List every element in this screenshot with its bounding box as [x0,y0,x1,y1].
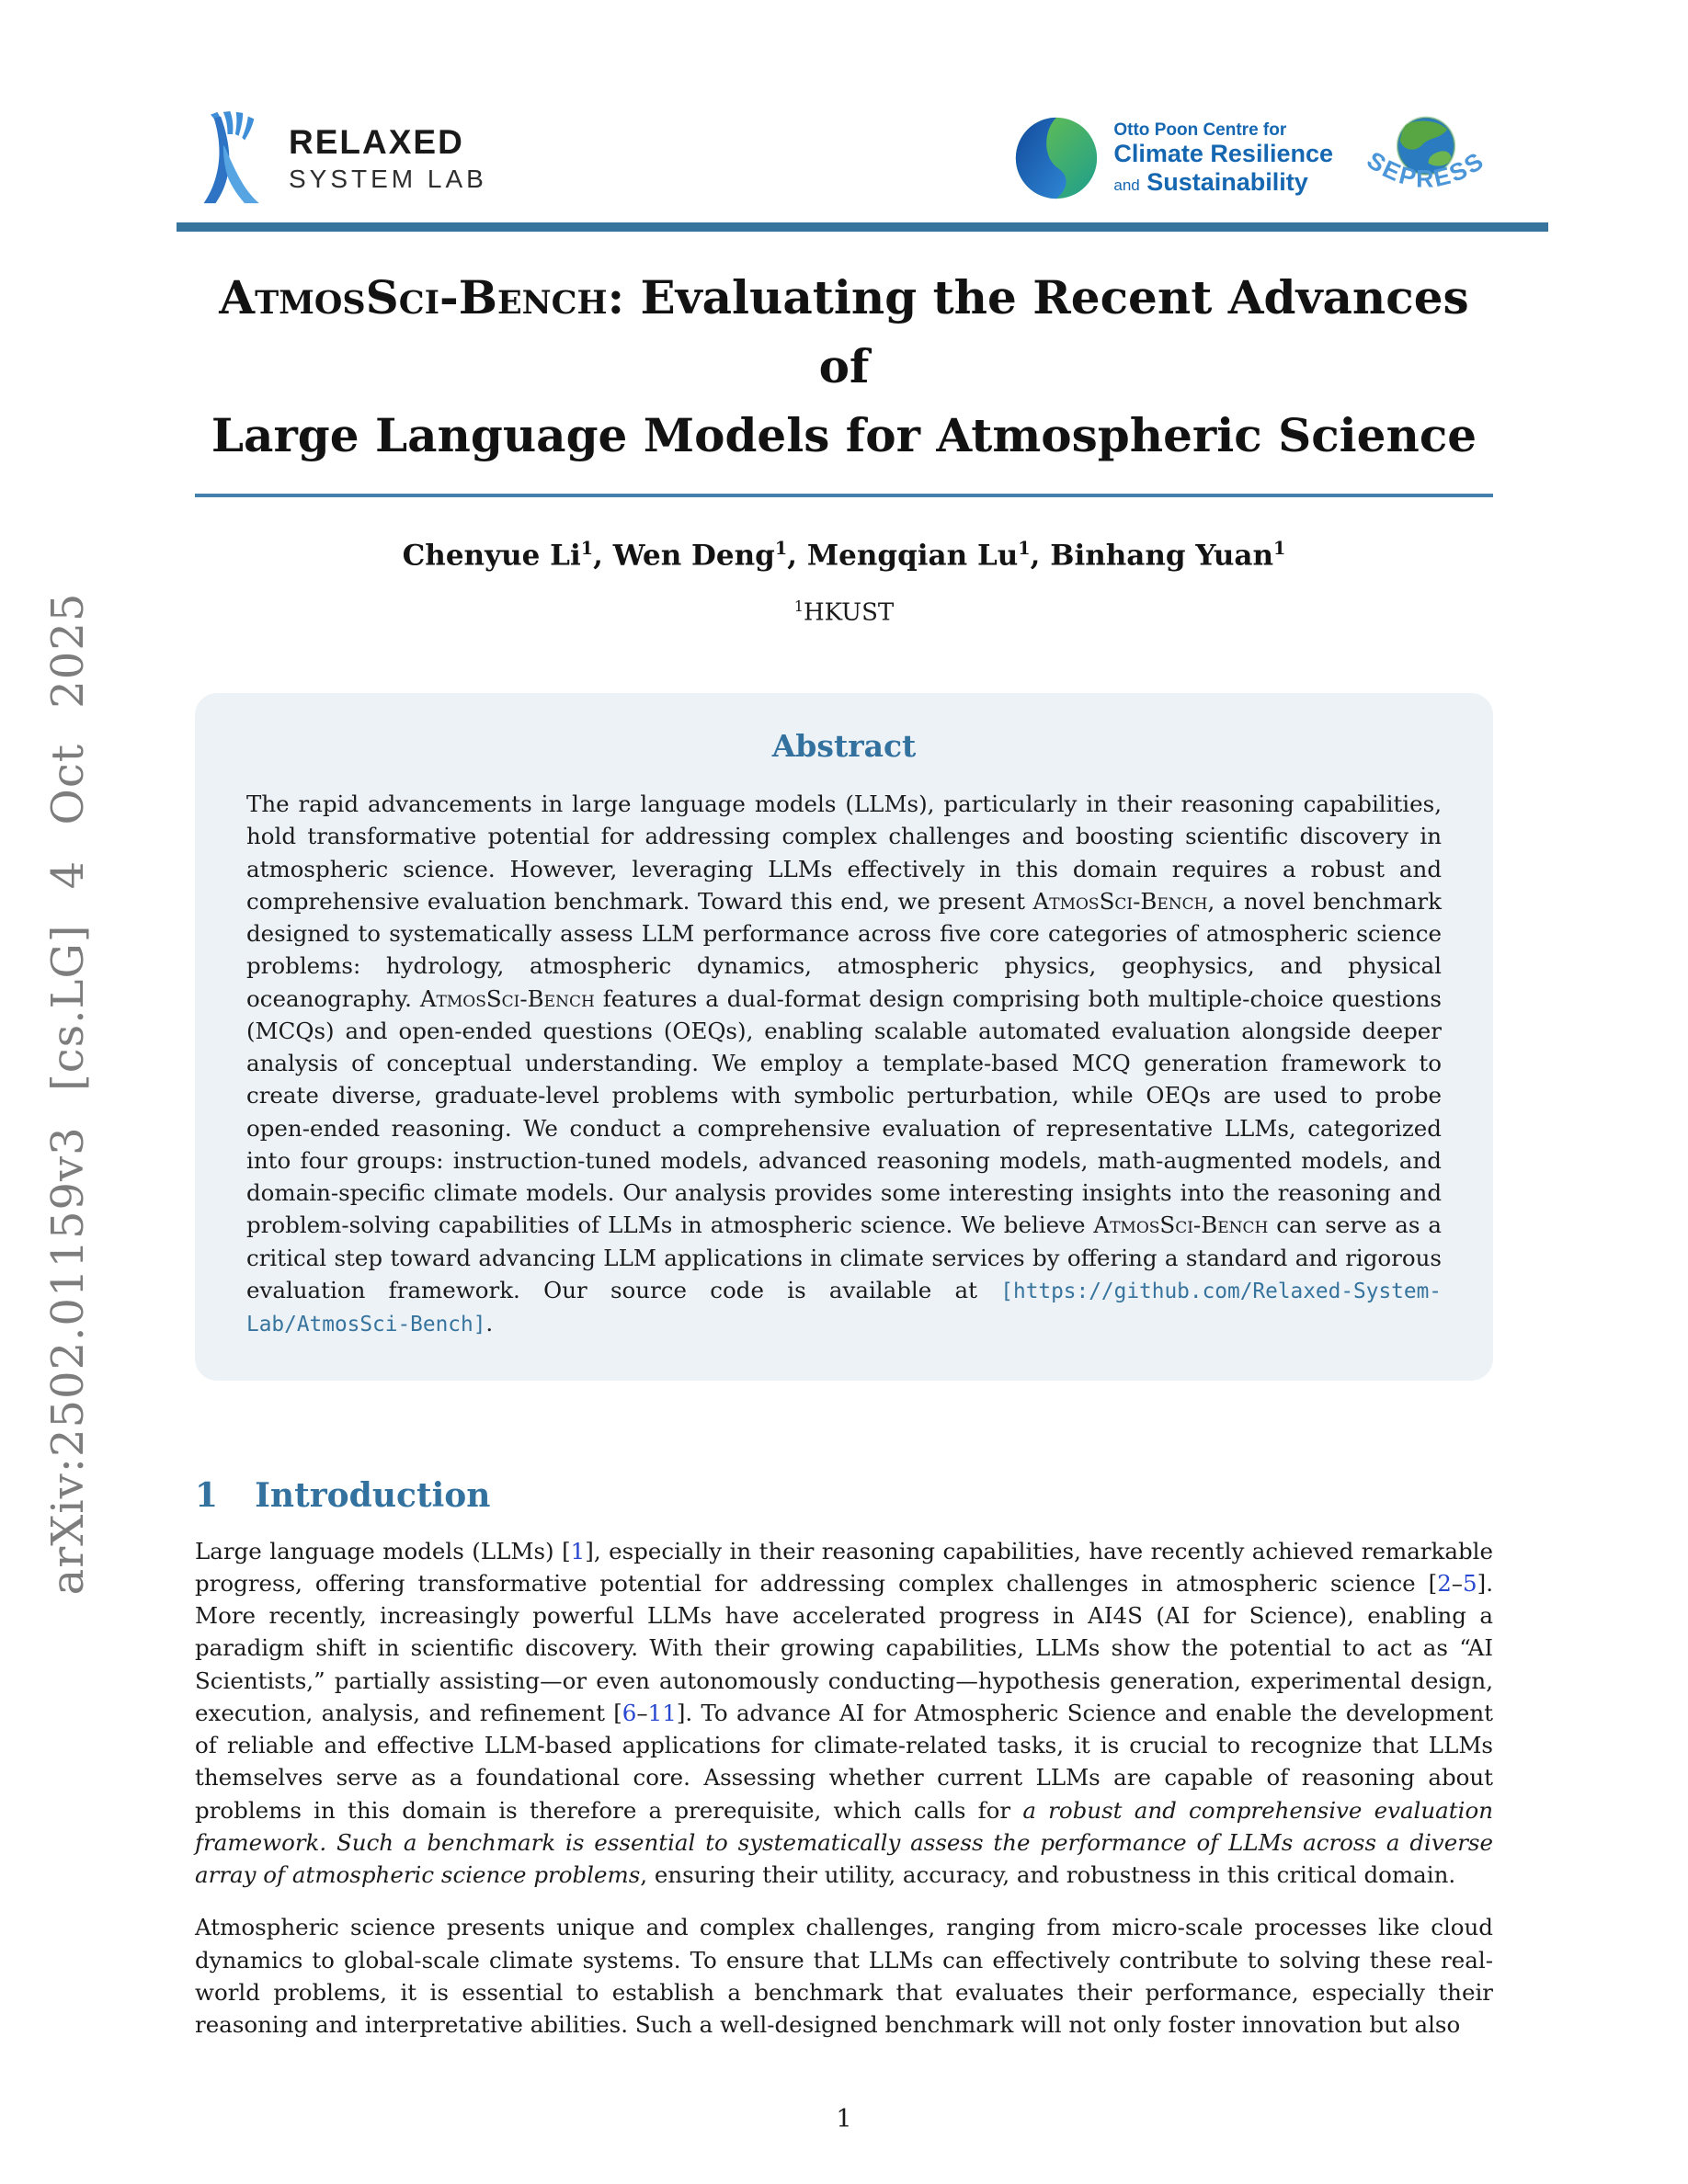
relaxed-lab-wordmark [289,123,487,194]
paper-title-line1: AtmosSci-Bench: Evaluating the Recent Advances of [219,270,1469,393]
otto-poon-and: and [1113,176,1140,194]
relaxed-lab-icon [195,111,272,205]
arxiv-watermark: arXiv:2502.01159v3 [cs.LG] 4 Oct 2025 [42,592,94,1596]
paper-title [195,263,1493,470]
header-divider [177,222,1548,232]
citation-link[interactable]: 2 [1437,1569,1452,1597]
otto-poon-line3 [1113,168,1333,196]
citation-link[interactable]: 6 [622,1699,637,1726]
citation-link[interactable]: 11 [647,1699,677,1726]
right-logos [1014,111,1493,206]
header-logos [195,107,1493,210]
otto-poon-sustainability: Sustainability [1146,167,1308,196]
github-link[interactable]: [https://github.com/Relaxed-System-Lab/AtmosSci-Bench] [246,1279,1442,1337]
authors-line: Chenyue Li$^1$, Wen Deng$^1$, Mengqian Lu$^1$, Binhang Yuan$^1$ [402,538,1286,573]
title-divider [195,494,1493,497]
otto-poon-line1: Otto Poon Centre for [1113,120,1287,141]
otto-poon-icon [1014,116,1099,200]
otto-poon-wordmark [1113,120,1333,196]
abstract-text: The rapid advancements in large language models (LLMs), particularly in their reasoning capabilities, hold transformative potential for addressing complex challenges and boosting scientific discovery in atmospheric science. However, leveraging LLMs effectively in this domain requires a robust and comprehensive evaluation benchmark. Toward this end, we present AtmosSci-Bench, a novel benchmark designed to systematically assess LLM performance across five core categories of atmospheric science problems: hydrology, atmospheric dynamics, atmospheric physics, geophysics, and physical oceanography. AtmosSci-Bench features a dual-format design comprising both multiple-choice questions (MCQs) and open-ended questions (OEQs), enabling scalable automated evaluation alongside deeper analysis of conceptual understanding. We employ a template-based MCQ generation framework to create diverse, graduate-level problems with symbolic perturbation, while OEQs are used to probe open-ended reasoning. We conduct a comprehensive evaluation of representative LLMs, categorized into four groups: instruction-tuned models, advanced reasoning models, math-augmented models, and domain-specific climate models. Our analysis provides some interesting insights into the reasoning and problem-solving capabilities of LLMs in atmospheric science. We believe AtmosSci-Bench can serve as a critical step toward advancing LLM applications in climate services by offering a standard and rigorous evaluation framework. Our source code is available at [https://github.com/Relaxed-System-Lab/AtmosSci-Bench]. [246,790,1442,1337]
intro-paragraph-2: Atmospheric science presents unique and complex challenges, ranging from micro-scale processes like cloud dynamics to global-scale climate systems. To ensure that LLMs can effectively contribute to solving these real-world problems, it is essential to establish a benchmark that evaluates their performance, especially their reasoning and interpretative abilities. Such a well-designed benchmark will not only foster innovation but also [195,1914,1493,2039]
sepress-logo [1359,111,1493,206]
abstract-box [195,693,1493,1381]
paper-title-line2: Large Language Models for Atmospheric Science [211,408,1477,462]
relaxed-lab-name: RELAXED [289,122,464,161]
intro-paragraph-1: Large language models (LLMs) [1], especially in their reasoning capabilities, have recently achieved remarkable progress, offering transformative potential for addressing complex challenges in atmospheric science [2–5]. More recently, increasingly powerful LLMs have accelerated progress in AI4S (AI for Science), enabling a paradigm shift in scientific discovery. With their growing capabilities, LLMs show the potential to act as “AI Scientists,” partially assisting—or even autonomously conducting—hypothesis generation, experimental design, execution, analysis, and refinement [6–11]. To advance AI for Atmospheric Science and enable the development of reliable and effective LLM-based applications for climate-related tasks, it is crucial to recognize that LLMs themselves serve as a foundational core. Assessing whether current LLMs are capable of reasoning about problems in this domain is therefore a prerequisite, which calls for a robust and comprehensive evaluation framework. Such a benchmark is essential to systematically assess the performance of LLMs across a diverse array of atmospheric science problems, ensuring their utility, accuracy, and robustness in this critical domain. [195,1537,1493,1889]
section-title: Introduction [255,1475,491,1515]
abstract-heading: Abstract [771,727,917,764]
affiliation-line: $^1$HKUST [793,597,895,627]
section-number: 1 [195,1475,219,1515]
relaxed-system-lab-logo [195,111,487,205]
sepress-label: SEPRESS [1362,145,1490,192]
section-heading-introduction [195,1476,1493,1515]
otto-poon-logo [1014,116,1333,200]
relaxed-lab-subtitle: SYSTEM LAB [289,164,487,193]
citation-link[interactable]: 1 [570,1537,586,1564]
otto-poon-line2: Climate Resilience [1113,140,1333,168]
page-number: 1 [836,2105,852,2133]
paper-content [195,0,1493,2042]
citation-link[interactable]: 5 [1463,1569,1477,1597]
